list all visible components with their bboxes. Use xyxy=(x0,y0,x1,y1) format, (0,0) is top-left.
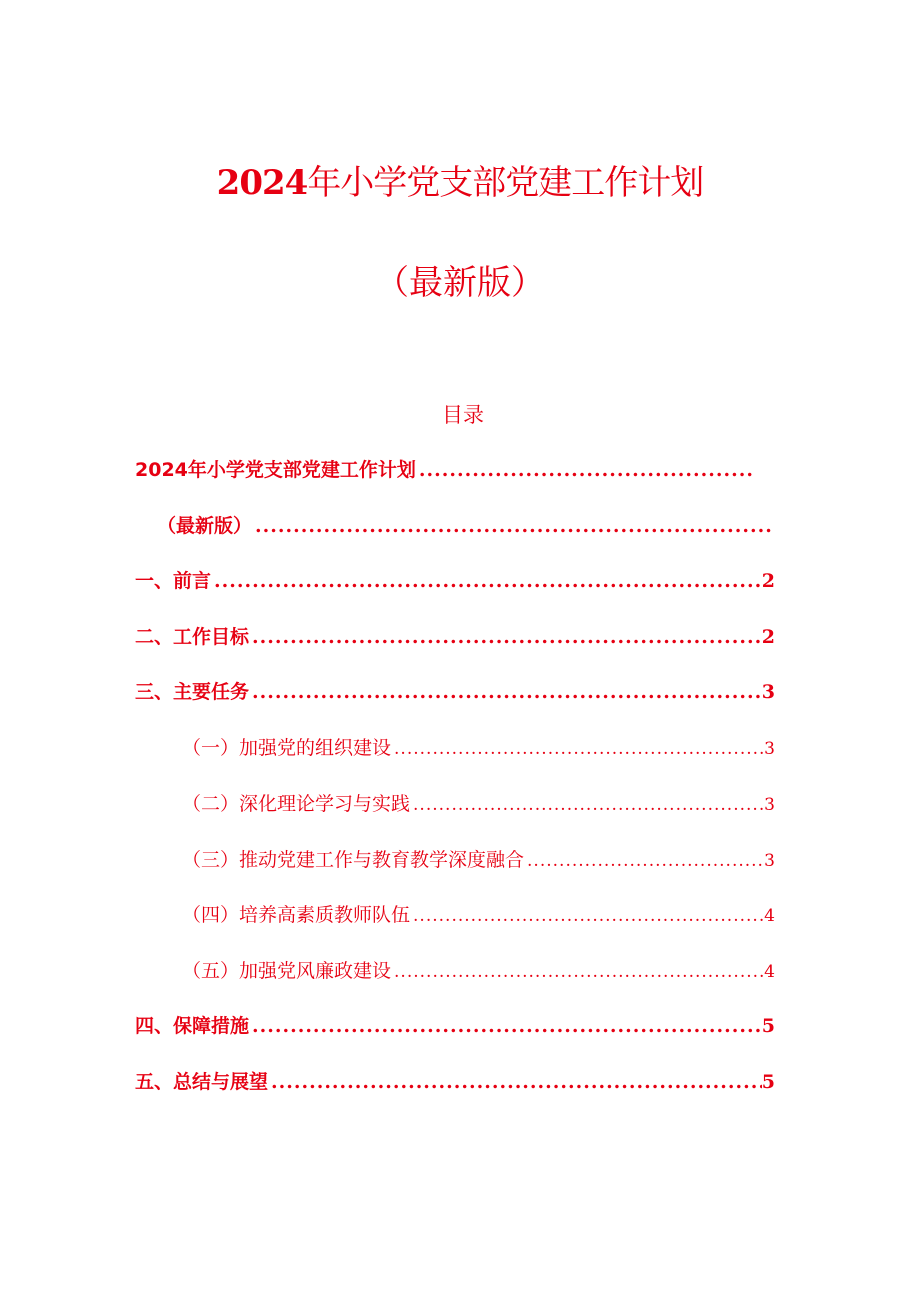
toc-entry-safeguards[interactable] xyxy=(135,1011,775,1041)
toc-leader-dots xyxy=(252,677,762,707)
toc-entry-task-1[interactable] xyxy=(182,733,775,763)
toc-entry-main-tasks[interactable] xyxy=(135,677,775,707)
toc-entry-page: 2 xyxy=(761,570,775,592)
toc-entry-label: （五）加强党风廉政建设 xyxy=(182,960,392,982)
toc-entry-label: （二）深化理论学习与实践 xyxy=(182,793,411,815)
toc-leader-dots xyxy=(527,846,764,876)
document-subtitle: （最新版） xyxy=(375,263,545,303)
toc-entry-task-4[interactable] xyxy=(182,900,775,930)
toc-entry-label: （最新版） xyxy=(157,515,253,537)
toc-entry-page: 5 xyxy=(761,1071,775,1093)
toc-leader-dots xyxy=(419,455,753,485)
toc-entry-goals[interactable] xyxy=(135,622,775,652)
toc-leader-dots xyxy=(214,566,762,596)
toc-leader-dots xyxy=(413,790,764,820)
toc-leader-dots xyxy=(394,734,764,764)
toc-entry-label: 2024年小学党支部党建工作计划 xyxy=(135,459,416,481)
toc-entry-preface[interactable] xyxy=(135,566,775,596)
toc-entry-page: 2 xyxy=(761,626,775,648)
toc-entry-label: 一、前言 xyxy=(135,570,212,592)
toc-entry-page: 4 xyxy=(764,962,775,982)
toc-leader-dots xyxy=(255,511,771,541)
toc-entry-label: 四、保障措施 xyxy=(135,1015,250,1037)
document-title-year: 2024 xyxy=(216,163,308,203)
toc-leader-dots xyxy=(394,957,764,987)
document-title-text: 年小学党支部党建工作计划 xyxy=(307,163,704,203)
toc-leader-dots xyxy=(413,901,764,931)
toc-entry-page: 3 xyxy=(764,739,775,759)
toc-entry-task-5[interactable] xyxy=(182,956,775,986)
toc-entry-label: 三、主要任务 xyxy=(135,681,250,703)
toc-entry-label: 五、总结与展望 xyxy=(135,1071,269,1093)
toc-entry-task-2[interactable] xyxy=(182,789,775,819)
toc-leader-dots xyxy=(252,1011,762,1041)
toc-entry-page: 3 xyxy=(764,795,775,815)
toc-entry-label: （一）加强党的组织建设 xyxy=(182,737,392,759)
toc-entry-title[interactable] xyxy=(135,455,753,485)
toc-leader-dots xyxy=(271,1067,762,1097)
toc-entry-summary[interactable] xyxy=(135,1067,775,1097)
toc-entry-page: 3 xyxy=(764,851,775,871)
toc-entry-subtitle[interactable] xyxy=(157,511,771,541)
document-title xyxy=(0,160,920,206)
toc-entry-label: 二、工作目标 xyxy=(135,626,250,648)
toc-entry-page: 3 xyxy=(761,681,775,703)
toc-entry-page: 4 xyxy=(764,906,775,926)
toc-heading: 目录 xyxy=(442,403,484,427)
toc-entry-page: 5 xyxy=(761,1015,775,1037)
toc-entry-task-3[interactable] xyxy=(182,845,775,875)
toc-entry-label: （四）培养高素质教师队伍 xyxy=(182,904,411,926)
toc-leader-dots xyxy=(252,622,762,652)
toc-entry-label: （三）推动党建工作与教育教学深度融合 xyxy=(182,849,525,871)
